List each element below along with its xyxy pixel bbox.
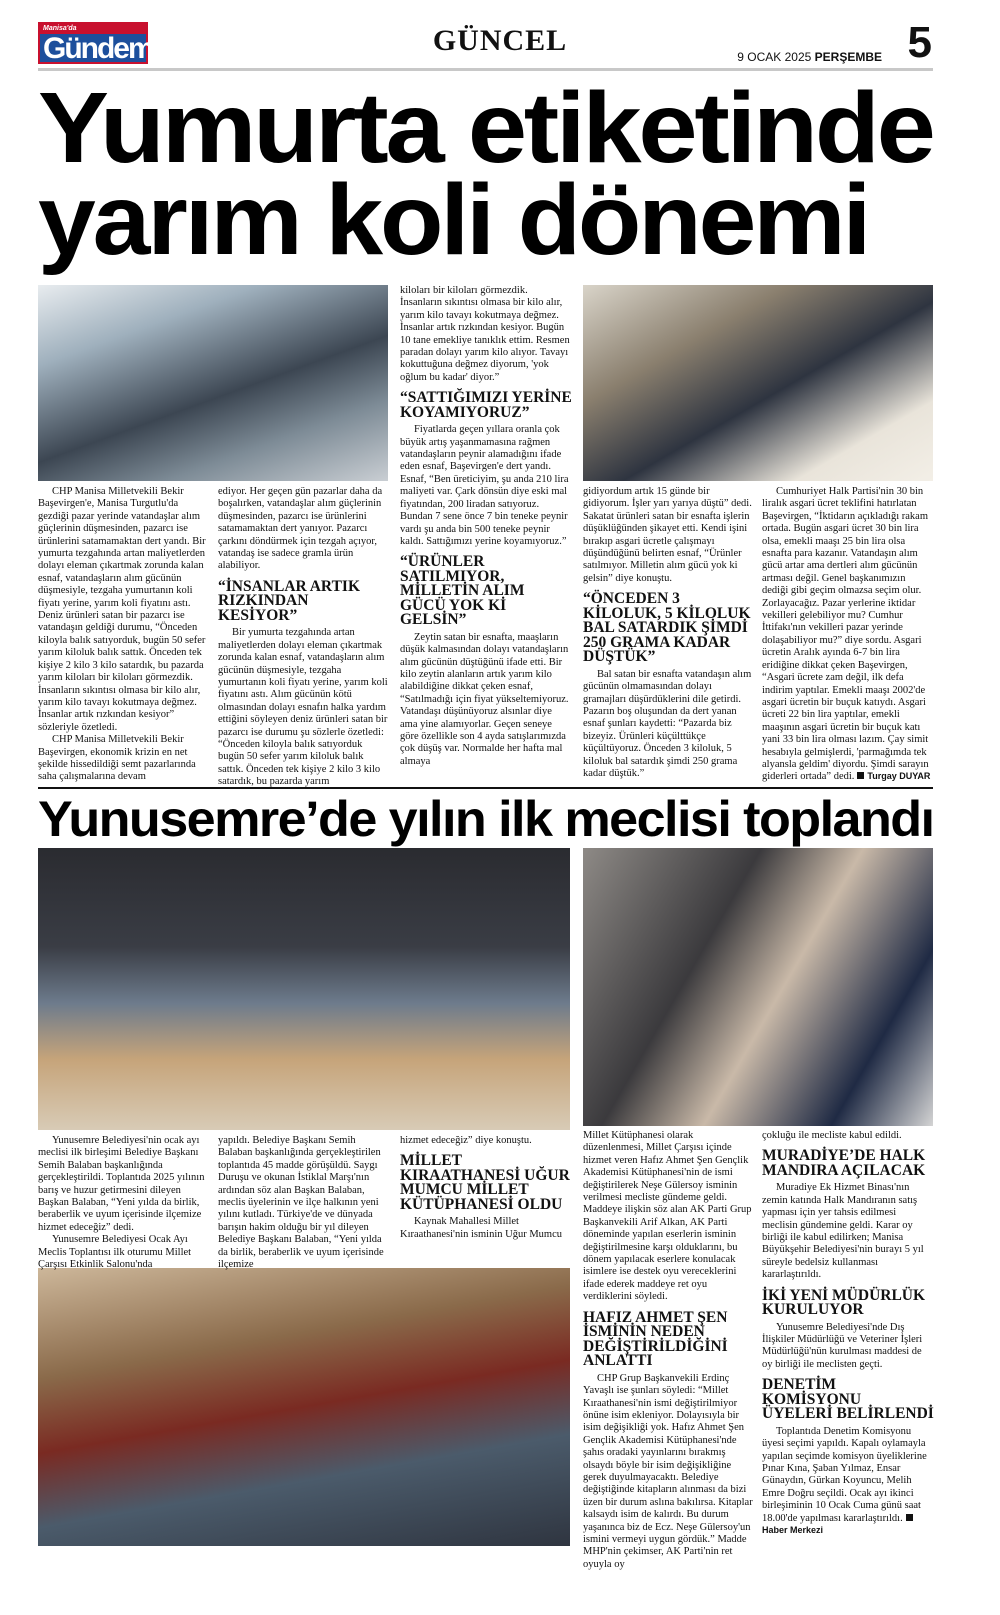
subheading: “İNSANLAR ARTIK RIZKINDAN KESİYOR” <box>218 577 360 624</box>
article2-column-5 <box>762 1130 934 1537</box>
paragraph: Fiyatlarda geçen yıllara oranla çok büyük artış yaşanmamasına rağmen vatandaşların peynir alamadığını ifade eden esnaf, Başevirgen'e dert yandı. Esnaf, “Ben üreticiyim, şu anda 210 lira maliyeti var. Çark dönsün diye eski mal fiyatından, 200 liradan satıyoruz. Bundan 7 sene önce 7 bin teneke peynir vardı şu anda bin 500 teneke peynir kaldı. Sattığımızı yerine koyamıyoruz.” <box>400 424 569 547</box>
article-divider <box>38 787 933 789</box>
article1-column-2 <box>218 486 390 789</box>
paragraph: Zeytin satan bir esnafta, maaşların düşük kalmasından dolayı vatandaşların alım gücünün düştüğünü ifade etti. Bir kilo zeytin alanların artık yarım kilo alabildiğine dikkat çeken esnaf, “Satılmadığı için fiyat yükseltemiyoruz. Vatandaşı düşünüyoruz alsınlar diye ama yine alamıyorlar. Geçen seneye göre özellikle son 4 ayda satışlarımızda çok düşüş var. Normalde her hafta mal almaya <box>400 631 569 767</box>
header-rule <box>38 68 933 71</box>
page-number: 5 <box>907 18 932 67</box>
article1-column-4 <box>583 486 755 780</box>
article2-column-3 <box>400 1135 572 1241</box>
subheading: “SATTIĞIMIZI YERİNE KOYAMIYORUZ” <box>400 389 572 421</box>
subheading: DENETİM KOMİSYONU ÜYELERİ BELİRLENDİ <box>762 1376 934 1423</box>
photo-fish-market <box>38 285 388 481</box>
paragraph: Bir yumurta tezgahında artan maliyetlerden dolayı eleman çıkartmak zorunda kalan esnaf, vatandaşların alım gücünün düşmesiyle, tezgaha yumurtanın koli fiyatı yerine, yarım koli fiyatını astı. Alım gücünün kötü olmasından dolayı esnafın halka yardım ettiğini söyleyen deniz ürünleri satan bir pazarcı ise durumu şu sözlerle özetledi: “Önceden kiloyla balık satıyorduk bugün 50 sefer yarım kiloluk balık sattık. Önceden tek kişiye 2 kilo 3 kilo satardık, bu pazarda yarım <box>218 627 388 788</box>
section-title: GÜNCEL <box>432 24 568 57</box>
newspaper-logo: Manisa'da Gündem <box>38 22 148 64</box>
paragraph: hizmet edeceğiz” diye konuştu. <box>400 1135 532 1146</box>
paragraph: kiloları bir kiloları görmezdik. İnsanların sıkıntısı olmasa bir kilo alır, yarım kilo tavayı kokutmaya değmez. İnsanlar artık rızkından kesiyor. Bugün 10 tane emekliye tanıklık ettim. Resmen paradan dolayı yarım kilo alıyor. Tavayı kokuttuğuna değmez diyorum, 'yok oğlum bu kadar' diyor.” <box>400 285 570 383</box>
paragraph: ediyor. Her geçen gün pazarlar daha da boşalırken, vatandaşlar alım güçlerinin düşmesinden, pazarcı ise ürünlerini satamamaktan dert yanıyor. Pazarcı çarkını döndürmek için tezgah açıyor, vatandaş ise sadece gramla ürün alabiliyor. <box>218 486 383 572</box>
paragraph: çokluğu ile mecliste kabul edildi. <box>762 1130 902 1141</box>
paragraph: Kaynak Mahallesi Millet Kıraathanesi'nin isminin Uğur Mumcu <box>400 1216 562 1240</box>
paragraph: yapıldı. Belediye Başkanı Semih Balaban başkanlığında gerçekleştirilen toplantıda 45 madde görüşüldü. Saygı Duruşu ve okunan İstiklal Marşı'nın ardından söz alan Başkan Balaban, meclis üyelerinin ve ilçe halkının yeni yılını kutladı. Türkiye'de ve dünyada barışın hakim olduğu bir yıl dileyen Belediye Başkanı Balaban, “Yeni yılda da birlik, beraberlik ve uyum içerisinde ilçemize <box>218 1135 384 1271</box>
issue-date: 9 OCAK 2025 PERŞEMBE <box>737 50 882 64</box>
paragraph: gidiyordum artık 15 günde bir gidiyorum. İşler yarı yarıya düştü” dedi. Sakatat ürünleri satan bir esnafta işlerin düşüklüğünden şikayet etti. Kendi işini bırakıp asgari ücretle çalışmayı düşündüğünü belirten esnaf, “Ürünler satılmıyor. Milletin alım gücü yok ki gelsin” diye konuştu. <box>583 486 752 584</box>
subheading: MURADİYE’DE HALK MANDIRA AÇILACAK <box>762 1147 926 1179</box>
paragraph: Millet Kütüphanesi olarak düzenlenmesi, Millet Çarşısı içinde hizmet veren Hafız Ahmet Şen Gençlik Akademisi Kütüphanesi'nin de ismi değiştirilerek Neşe Gülersoy isminin verilmesi mecliste gündeme geldi. Maddeye ilişkin söz alan AK Parti Grup Başkanvekili Arif Alkan, AK Parti döneminde yapılan eserlerin isminin değiştirilmesine karşı olduklarını, bu dönem yapılacak eserlere konulacak isimlere ise destek oyu vereceklerini ifade ederek maddeye ret oyu verdiklerini söyledi. <box>583 1130 752 1303</box>
paragraph: CHP Grup Başkanvekili Erdinç Yavaşlı ise şunları söyledi: “Millet Kıraathanesi'nin ismi değiştirilmiyor önüne isim ekleniyor. Dolayısıyla bir isim değişikliği yok. Hafız Ahmet Şen Gençlik Akademisi Kütüphanesi'nde şahıs oradaki yayınlarını bırakmış olsaydı böyle bir isim değişikliğine gerek duyulmayacaktı. Belediye değiştiğinde kitapların alınması da bizi üzen bir durum aslına bakılırsa. Kitaplar kalsaydı isim de kalırdı. Bu durum yaşanınca biz de Ecz. Neşe Gülersoy'un ismini vermeyi uygun gördük.” Madde MHP'nin çekimser, AK Parti'nin ret oyuyla oy <box>583 1372 753 1570</box>
subheading: “ÜRÜNLER SATILMIYOR, MİLLETİN ALIM GÜCÜ YOK Kİ GELSİN” <box>400 553 525 629</box>
article2-column-2 <box>218 1135 390 1271</box>
article1-column-1 <box>38 486 210 784</box>
paragraph: Yunusemre Belediyesi'nde Dış İlişkiler Müdürlüğü ve Veteriner İşleri Müdürlüğü'nün kurulması maddesi de oy birliği ile meclisten geçti. <box>762 1321 923 1370</box>
photo-council-panel <box>38 848 570 1130</box>
byline: Turgay DUYAR <box>854 771 930 781</box>
photo-council-speaker <box>583 848 933 1126</box>
paragraph: Cumhuriyet Halk Partisi'nin 30 bin liralık asgari ücret teklifini hatırlatan Başevirgen, “İktidarın açıkladığı rakam ortada. Bugün asgari ücret 30 bin lira olsa, emekli maaşı 25 bin lira olsa esnafta para kazanır. Vatandaşın alım gücü artar ama dertleri alım gücünün artması değil. Genel başkanımızın dediği gibi geçim olmazsa seçim olur. Zorlayacağız. Pazar yerlerine iktidar vekilleri gelebiliyor mu? Cumhur İttifakı'nın vekilleri pazar yerinde dolaşabiliyor mu?” diye sordu. Asgari ücretin Aralık ayında 6-7 bin lira eridiğine dikkat çeken Başevirgen, “Asgari ücrete zam değil, ilk defa indirim yaptılar. Emekli maaşı 2002'de asgari ücretin bir buçuk katıydı. Asgari ücreti 22 bin lira yaptılar, emekli maaşının asgari ücretin bir buçuk katı yani 33 bin lira olması lazım. Çay simit hesabıyla gelmişlerdi, 'parmağımda tek alyansla geldim' diyordu. Şimdi sarayın giderleri ortada” dedi. Turgay DUYAR <box>762 486 931 783</box>
photo-council-hall <box>38 1268 570 1546</box>
paragraph: Toplantıda Denetim Komisyonu üyesi seçimi yapıldı. Kapalı oylamayla yapılan seçimde komisyon üyeliklerine Pınar Kına, Şaban Yılmaz, Ensar Günaydın, Gürkan Koyuncu, Melih Emre Doğru seçildi. Ocak ayı ikinci birleşiminin 10 Ocak Cuma günü saat 18.00'de yapılması kararlaştırıldı.Haber Merkezi <box>762 1425 927 1536</box>
paragraph: CHP Manisa Milletvekili Bekir Başevirgen'e, Manisa Turgutlu'da gezdiği pazar yerinde vatandaşlar alım güçlerinin düşmesinden, pazarcı ise ürünlerini satamamaktan dert yandı. Bir yumurta tezgahında artan maliyetlerden dolayı eleman çıkartmak zorunda kalan esnaf, vatandaşların alım gücünün düşmesiyle, tezgaha yumurtanın koli fiyatı yerine, yarım koli fiyatını astı. Deniz ürünleri satan bir pazarcı ise vatandaşın geldiği durumu, “Önceden kiloyla balık satıyorduk, bugün 50 sefer yarım kiloluk balık sattık. Önceden tek kişiye 2 kilo 3 kilo satardık, bu pazarda yarım kiloları bir kiloları görmezdik. İnsanların sıkıntısı olmasa bir kilo alır, yarım kilo tavayı kokutmaya değmez. İnsanlar artık rızkından kesiyor” sözleriyle özetledi. <box>38 486 206 733</box>
article1-column-5 <box>762 486 934 784</box>
paragraph: CHP Manisa Milletvekili Bekir Başevirgen, ekonomik krizin en net şekilde hissedildiği semt pazarlarında saha çalışmalarına devam <box>38 734 196 783</box>
article2-column-4 <box>583 1130 755 1571</box>
paragraph: Yunusemre Belediyesi Ocak Ayı Meclis Toplantısı ilk oturumu Millet Çarşısı Etkinlik Salonu'nda <box>38 1234 192 1271</box>
paragraph: Muradiye Ek Hizmet Binası'nın zemin katında Halk Mandıranın satış yapması için yer tahsis edilmesi meclisin gündemine geldi. Karar oy birliği ile kabul edilirken; Manisa Büyükşehir Belediyesi'nin burayı 5 yıl süreyle bedelsiz kullanması kararlaştırıldı. <box>762 1182 924 1281</box>
byline: Haber Merkezi <box>762 1513 916 1535</box>
article2-headline: Yunusemre’de yılın ilk meclisi toplandı <box>38 791 934 847</box>
article1-column-3 <box>400 285 572 768</box>
article1-headline-line1: Yumurta etiketinde <box>38 72 933 184</box>
subheading: İKİ YENİ MÜDÜRLÜK KURULUYOR <box>762 1286 926 1319</box>
paragraph: Bal satan bir esnafta vatandaşın alım gücünün olmamasından dolayı gramajları düşürdüklerini dile getirdi. Pazarın boş oluşundan da dert yanan esnaf şunları kaydetti: “Pazarda biz bizeyiz. Ürünleri küçülttükçe küçültüyoruz. Önceden 3 kiloluk, 5 kiloluk bal satardık şimdi 250 grama kadar düştük.” <box>583 668 752 779</box>
article1-headline-line2: yarım koli dönemi <box>38 164 869 276</box>
subheading: “ÖNCEDEN 3 KİLOLUK, 5 KİLOLUK BAL SATARDIK ŞİMDİ 250 GRAMA KADAR DÜŞTÜK” <box>583 590 751 666</box>
subheading: HAFIZ AHMET ŞEN İSMİNİN NEDEN DEĞİŞTİRİLDİĞİNİ ANLATTI <box>583 1308 728 1370</box>
paragraph: Yunusemre Belediyesi'nin ocak ayı meclisi ilk birleşimi Belediye Başkanı Semih Balaban başkanlığında gerçekleştirildi. Toplantıda 2025 yılının barış ve huzur getirmesini dileyen Başkan Balaban, “Yeni yılda da birlik, beraberlik ve uyum içerisinde ilçemize hizmet edeceğiz” dedi. <box>38 1135 205 1233</box>
article2-column-1 <box>38 1135 210 1271</box>
photo-egg-stall <box>583 285 933 481</box>
subheading: MİLLET KIRAATHANESİ UĞUR MUMCU MİLLET KÜTÜPHANESİ OLDU <box>400 1152 570 1213</box>
